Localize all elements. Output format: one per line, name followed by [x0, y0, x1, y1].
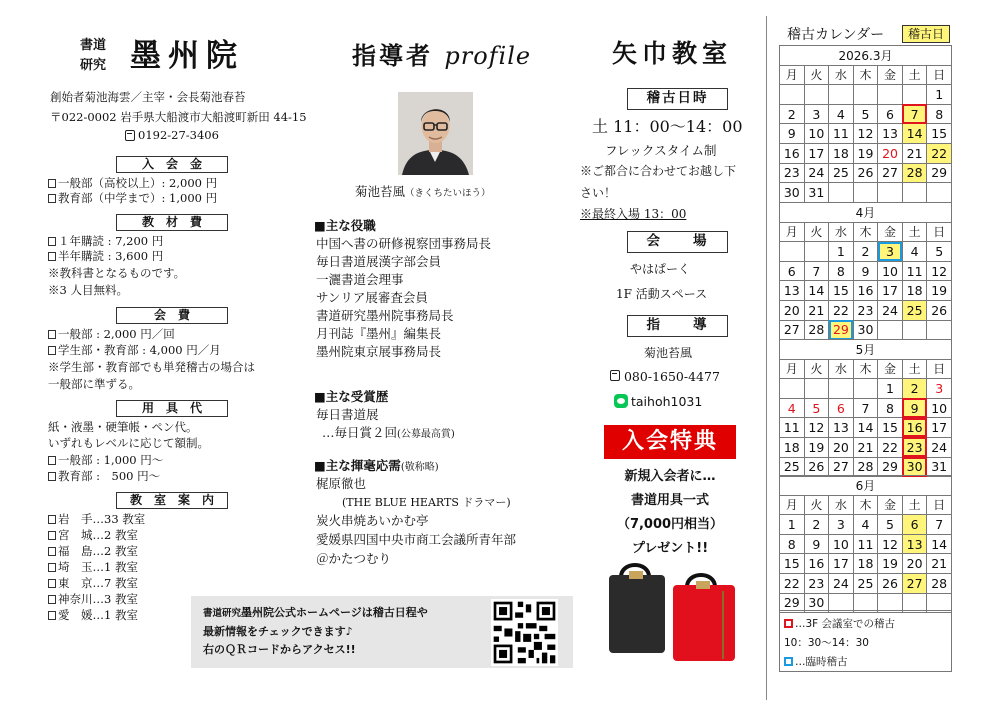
- calendar-day: 23: [780, 163, 805, 183]
- calendar-weekday: 木: [853, 495, 878, 515]
- calendar-day: 30: [853, 320, 878, 340]
- calendar-weekday: 金: [878, 359, 903, 379]
- calendar-weekday: 火: [804, 65, 829, 85]
- role-item: サンリア展審査会員: [316, 290, 428, 305]
- calendar-day: 25: [780, 457, 805, 477]
- calendar-day: 29: [780, 593, 805, 613]
- checkbox-icon: [48, 179, 56, 188]
- calendar-day: 13: [780, 281, 805, 301]
- calendar-month-march: [779, 45, 952, 203]
- calendar-day: [780, 242, 805, 262]
- tools-note: 紙・液墨・硬筆帳・ペン代。: [48, 420, 198, 434]
- fees-note: 一般部に準ずる。: [48, 377, 140, 391]
- calendar-weekday: 月: [780, 495, 805, 515]
- calendar-day: 24: [878, 300, 903, 320]
- calendar-day: [927, 183, 952, 203]
- schedule-time: 土 11：00～14：00: [592, 117, 743, 136]
- award-item: 毎日書道展: [316, 407, 379, 422]
- calendar-day: 29: [927, 163, 952, 183]
- materials-note: ※教科書となるものです。: [48, 266, 186, 280]
- calendar-day: 22: [829, 300, 854, 320]
- admission-line: 一般部（高校以上）: 2,000 円: [48, 176, 217, 191]
- calendar-day: 1: [829, 242, 854, 262]
- calendar-month-april: [779, 202, 952, 340]
- calendar-day: 21: [927, 554, 952, 574]
- qr-code-icon[interactable]: [491, 599, 558, 666]
- org-name: 墨州院: [130, 38, 244, 74]
- calendar-day: 13: [902, 534, 927, 554]
- calendar-day: 21: [804, 300, 829, 320]
- role-item: 書道研究墨州院事務局長: [316, 308, 454, 323]
- calendar-day: 15: [878, 418, 903, 438]
- calendar-day: 20: [878, 143, 903, 163]
- homepage-line: 最新情報をチェックできます♪: [203, 625, 353, 638]
- telephone-icon: [125, 130, 135, 141]
- calendar-day: 23: [853, 300, 878, 320]
- award-item: …毎日賞２回(公募最高賞): [322, 425, 455, 440]
- award-note: (公募最高賞): [397, 429, 455, 440]
- calendar-day: 28: [902, 163, 927, 183]
- calligraphy-bag-icon: [603, 563, 743, 663]
- calendar-day: 5: [804, 398, 829, 418]
- calendar-day: 13: [829, 418, 854, 438]
- role-item: 毎日書道展漢字部会員: [316, 254, 442, 269]
- classroom-title: 矢巾教室: [612, 39, 733, 68]
- calendar-day: 10: [927, 398, 952, 418]
- benefit-line: 新規入会者に…: [624, 469, 716, 484]
- materials-line: １年購読 : 7,200 円: [48, 234, 163, 249]
- calendar-month-label: 6月: [780, 476, 952, 496]
- checkbox-icon: [48, 330, 56, 339]
- calendar-weekday: 土: [902, 222, 927, 242]
- calendar-day: 7: [902, 104, 927, 124]
- calendar-day: 26: [878, 573, 903, 593]
- org-prefix-line: 研究: [79, 58, 106, 73]
- calendar-day: 20: [902, 554, 927, 574]
- checkbox-icon: [48, 194, 56, 203]
- calendar-day: 27: [902, 573, 927, 593]
- calendar-day: [829, 379, 854, 399]
- calendar-day: 22: [878, 437, 903, 457]
- calendar-weekday: 金: [878, 222, 903, 242]
- calendar-day: 11: [780, 418, 805, 438]
- calendar-day: [878, 85, 903, 105]
- benefit-line: プレゼント!!: [631, 541, 709, 556]
- calendar-day: 21: [853, 437, 878, 457]
- benefit-line: （7,000円相当）: [616, 517, 724, 532]
- legend-meeting-time: 10：30～14：30: [784, 637, 869, 649]
- calendar-day: [853, 183, 878, 203]
- calendar-day: [853, 379, 878, 399]
- calendar-day: 7: [804, 261, 829, 281]
- calendar-day: 23: [902, 437, 927, 457]
- calendar-day: [780, 85, 805, 105]
- calendar-day: 6: [902, 515, 927, 535]
- calendar-day: 14: [853, 418, 878, 438]
- calendar-day: 16: [853, 281, 878, 301]
- calendar-day: 2: [902, 379, 927, 399]
- schedule-note: さい！: [580, 186, 617, 200]
- calendar-day: 5: [927, 242, 952, 262]
- calendar-day: 1: [878, 379, 903, 399]
- role-item: 墨州院東京展事務局長: [316, 344, 442, 359]
- guide-heading: 指 導: [627, 315, 728, 337]
- calendar-weekday: 木: [853, 222, 878, 242]
- calendar-weekday: 水: [829, 65, 854, 85]
- classroom-item: 神奈川…3 教室: [48, 592, 138, 607]
- calendar-day: 15: [829, 281, 854, 301]
- calendar-weekday: 土: [902, 65, 927, 85]
- calendar-day: 19: [804, 437, 829, 457]
- calendar-day: 28: [927, 573, 952, 593]
- homepage-panel: [191, 596, 573, 668]
- calendar-weekday: 月: [780, 65, 805, 85]
- calendar-day: 17: [878, 281, 903, 301]
- benefit-title: 入会特典: [604, 425, 736, 459]
- calendar-day: 14: [804, 281, 829, 301]
- calendar-weekday: 金: [878, 495, 903, 515]
- org-header: [78, 36, 298, 78]
- founder-line: 創始者菊池海雲／主宰・会長菊池春苔: [50, 90, 246, 104]
- calendar-day: [804, 242, 829, 262]
- fees-line: 一般部 : 2,000 円／回: [48, 327, 175, 342]
- calendar-day: 15: [780, 554, 805, 574]
- calendar-day: 11: [853, 534, 878, 554]
- calendar-day: [902, 320, 927, 340]
- calendar-day: 9: [780, 124, 805, 144]
- schedule-heading: 稽古日時: [627, 88, 728, 110]
- calendar-day: 14: [902, 124, 927, 144]
- org-phone: [125, 128, 219, 143]
- roles-heading: ■主な役職: [314, 218, 376, 233]
- materials-note: ※3 人目無料。: [48, 283, 128, 297]
- calendar-legend: [779, 610, 952, 672]
- materials-line: 半年購読 : 3,600 円: [48, 249, 163, 264]
- calendar-weekday: 日: [927, 495, 952, 515]
- classroom-item: 岩 手…33 教室: [48, 512, 145, 527]
- instructor-portrait: [398, 92, 473, 175]
- calendar-day: 6: [878, 104, 903, 124]
- calendar-day: 31: [804, 183, 829, 203]
- fees-heading: 会費: [116, 307, 228, 324]
- checkbox-icon: [48, 547, 56, 556]
- calendar-day: 25: [829, 163, 854, 183]
- checkbox-icon: [48, 237, 56, 246]
- calendar-day: 20: [780, 300, 805, 320]
- checkbox-icon: [48, 252, 56, 261]
- calendar-day: 11: [902, 261, 927, 281]
- calendar-day: 19: [927, 281, 952, 301]
- calendar-day: 24: [829, 573, 854, 593]
- calendar-day: [878, 183, 903, 203]
- role-item: 月刊誌『墨州』編集長: [316, 326, 442, 341]
- fees-note: ※学生部・教育部でも単発稽古の場合は: [48, 360, 255, 374]
- legend-temp: …臨時稽古: [784, 653, 951, 672]
- checkbox-icon: [48, 595, 56, 604]
- calendar-day: 12: [853, 124, 878, 144]
- calendar-day: 12: [878, 534, 903, 554]
- work-item: 梶原徹也: [316, 476, 367, 491]
- checkbox-icon: [48, 563, 56, 572]
- calendar-day: 28: [853, 457, 878, 477]
- calendar-day: 17: [927, 418, 952, 438]
- tools-line: 一般部 : 1,000 円～: [48, 453, 163, 468]
- calendar-day: [902, 183, 927, 203]
- legend-meeting: …3F 会議室での稽古: [784, 615, 951, 634]
- calendar-weekday: 土: [902, 359, 927, 379]
- red-box-icon: [784, 619, 793, 628]
- practice-day-badge: 稽古日: [902, 25, 950, 43]
- calendar-day: 18: [853, 554, 878, 574]
- venue-room: 1F 活動スペース: [616, 287, 708, 301]
- venue-heading: 会 場: [627, 231, 728, 253]
- calendar-weekday: 土: [902, 495, 927, 515]
- calendar-day: 27: [780, 320, 805, 340]
- calendar-day: 8: [927, 104, 952, 124]
- calendar-weekday: 火: [804, 222, 829, 242]
- calendar-day: 31: [927, 457, 952, 477]
- calendar-day: 4: [853, 515, 878, 535]
- calendar-weekday: 水: [829, 495, 854, 515]
- calendar-weekday: 木: [853, 359, 878, 379]
- calendar-weekday: 火: [804, 359, 829, 379]
- calendar-weekday: 日: [927, 65, 952, 85]
- instructor-title-jp: 指導者: [352, 41, 433, 70]
- calendar-day: 26: [927, 300, 952, 320]
- calendar-day: 23: [804, 573, 829, 593]
- calendar-day: 27: [829, 457, 854, 477]
- checkbox-icon: [48, 531, 56, 540]
- blue-box-icon: [784, 657, 793, 666]
- instructor-name-reading: （きくちたいほう）: [405, 188, 491, 199]
- calendar-day: 16: [902, 418, 927, 438]
- calendar-day: 24: [927, 437, 952, 457]
- calendar-day: 20: [829, 437, 854, 457]
- instructor-title-en: profile: [444, 42, 532, 70]
- calendar-day: 25: [902, 300, 927, 320]
- homepage-line: 書道研究墨州院公式ホームページは稽古日程や: [203, 606, 428, 619]
- calendar-day: 8: [878, 398, 903, 418]
- flex-time: フレックスタイム制: [605, 143, 717, 158]
- work-item: ＠かたつむり: [316, 551, 392, 566]
- line-app-icon: [614, 394, 628, 408]
- calendar-day: 17: [829, 554, 854, 574]
- calendar-day: 9: [804, 534, 829, 554]
- calendar-day: 11: [829, 124, 854, 144]
- calendar-month-june: [779, 475, 952, 613]
- work-item: 愛媛県四国中央市商工会議所青年部: [316, 532, 517, 547]
- org-phone-number: 0192-27-3406: [138, 128, 219, 142]
- schedule-note: ※ご都合に合わせてお越し下: [580, 164, 737, 178]
- calendar-day: [804, 85, 829, 105]
- calendar-day: 10: [878, 261, 903, 281]
- calendar-weekday: 日: [927, 222, 952, 242]
- org-prefix-line: 書道: [79, 38, 106, 53]
- calendar-day: 22: [780, 573, 805, 593]
- calendar-day: 8: [780, 534, 805, 554]
- calendar-day: 18: [780, 437, 805, 457]
- calendar-day: 24: [804, 163, 829, 183]
- calendar-day: 2: [853, 242, 878, 262]
- calendar-day: 18: [829, 143, 854, 163]
- classroom-item: 福 島…2 教室: [48, 544, 138, 559]
- checkbox-icon: [48, 611, 56, 620]
- calendar-day: 3: [927, 379, 952, 399]
- calendar-day: 3: [829, 515, 854, 535]
- role-item: 一灑書道会理事: [316, 272, 404, 287]
- instructor-name: 菊池苔風（きくちたいほう）: [355, 184, 491, 199]
- tools-line: 教育部 : 500 円～: [48, 469, 160, 484]
- work-item: 炭火串焼あいかむ亭: [316, 513, 429, 528]
- calendar-day: 17: [804, 143, 829, 163]
- calendar-day: 2: [804, 515, 829, 535]
- instructor-title: [352, 36, 531, 71]
- admission-line: 教育部（中学まで）: 1,000 円: [48, 191, 217, 206]
- calendar-day: [853, 85, 878, 105]
- works-note: (敬称略): [400, 462, 439, 473]
- calendar-day: 10: [804, 124, 829, 144]
- classroom-item: 愛 媛…1 教室: [48, 608, 138, 623]
- calendar-day: 21: [902, 143, 927, 163]
- calendar-day: 3: [804, 104, 829, 124]
- checkbox-icon: [48, 456, 56, 465]
- calendar-weekday: 月: [780, 222, 805, 242]
- calendar-weekday: 木: [853, 65, 878, 85]
- calendar-day: 22: [927, 143, 952, 163]
- calendar-weekday: 金: [878, 65, 903, 85]
- classrooms-heading: 教室案内: [116, 492, 228, 509]
- calendar-day: 7: [853, 398, 878, 418]
- calendar-title: 稽古カレンダー: [787, 27, 885, 43]
- calendar-day: [902, 85, 927, 105]
- homepage-text: [203, 604, 428, 659]
- org-prefix: [78, 36, 108, 76]
- calendar-day: 5: [853, 104, 878, 124]
- calendar-day: 4: [829, 104, 854, 124]
- calendar-month-may: [779, 339, 952, 477]
- calendar-day: 26: [853, 163, 878, 183]
- calendar-day: 4: [780, 398, 805, 418]
- calendar-day: 6: [780, 261, 805, 281]
- awards-heading: ■主な受賞歴: [314, 389, 389, 404]
- calendar-month-label: 2026.3月: [780, 46, 952, 66]
- works-heading: ■主な揮毫応需(敬称略): [314, 458, 439, 473]
- calendar-day: 2: [780, 104, 805, 124]
- calendar-day: 30: [902, 457, 927, 477]
- checkbox-icon: [48, 579, 56, 588]
- materials-heading: 教材費: [116, 214, 228, 231]
- calendar-day: 18: [902, 281, 927, 301]
- classroom-item: 宮 城…2 教室: [48, 528, 138, 543]
- admission-heading: 入会金: [116, 156, 228, 173]
- calendar-day: [829, 183, 854, 203]
- calendar-day: 5: [878, 515, 903, 535]
- work-item: (THE BLUE HEARTS ドラマー): [342, 496, 511, 509]
- calendar-day: [829, 85, 854, 105]
- calendar-day: 3: [878, 242, 903, 262]
- calendar-day: 29: [878, 457, 903, 477]
- calendar-month-label: 4月: [780, 203, 952, 223]
- guide-phone: 080-1650-4477: [610, 369, 720, 384]
- calendar-month-label: 5月: [780, 340, 952, 360]
- calendar-day: 25: [853, 573, 878, 593]
- calendar-weekday: 月: [780, 359, 805, 379]
- calendar-day: 12: [804, 418, 829, 438]
- calendar-day: 14: [927, 534, 952, 554]
- calendar-day: 7: [927, 515, 952, 535]
- homepage-line: 右のＱＲコードからアクセス!!: [203, 643, 356, 656]
- calendar-day: 13: [878, 124, 903, 144]
- benefit-line: 書道用具一式: [630, 493, 709, 508]
- calendar-day: 8: [829, 261, 854, 281]
- calendar-day: 1: [927, 85, 952, 105]
- tools-heading: 用具代: [116, 400, 228, 417]
- venue-name: やはぱーく: [630, 262, 691, 276]
- calendar-day: 30: [780, 183, 805, 203]
- address-line: 〒022-0002 岩手県大船渡市大船渡町新田 44-15: [50, 110, 307, 124]
- classroom-item: 東 京…7 教室: [48, 576, 138, 591]
- line-contact: [614, 394, 702, 409]
- calendar-divider: [766, 16, 767, 700]
- calendar-day: [780, 379, 805, 399]
- last-entry-note: ※最終入場 13：00: [580, 207, 687, 221]
- checkbox-icon: [48, 515, 56, 524]
- calendar-day: 15: [927, 124, 952, 144]
- calendar-day: [804, 379, 829, 399]
- calendar-day: 28: [804, 320, 829, 340]
- checkbox-icon: [48, 346, 56, 355]
- calendar-day: 29: [829, 320, 854, 340]
- calendar-weekday: 水: [829, 359, 854, 379]
- calendar-day: 19: [878, 554, 903, 574]
- mobile-phone-icon: [610, 370, 620, 381]
- calendar-weekday: 日: [927, 359, 952, 379]
- calendar-day: 1: [780, 515, 805, 535]
- fees-line: 学生部・教育部 : 4,000 円／月: [48, 343, 221, 358]
- calendar-day: 4: [902, 242, 927, 262]
- calendar-day: 6: [829, 398, 854, 418]
- calendar-day: [878, 320, 903, 340]
- calendar-day: 16: [780, 143, 805, 163]
- calendar-day: 19: [853, 143, 878, 163]
- calendar-day: 26: [804, 457, 829, 477]
- calendar-day: 27: [878, 163, 903, 183]
- calendar-day: 30: [804, 593, 829, 613]
- calendar-day: 12: [927, 261, 952, 281]
- calendar-day: 16: [804, 554, 829, 574]
- calendar-weekday: 火: [804, 495, 829, 515]
- calendar-weekday: 水: [829, 222, 854, 242]
- tools-note: いずれもレベルに応じて額制。: [48, 436, 209, 450]
- role-item: 中国へ書の研修視察団事務局長: [316, 236, 492, 251]
- line-id: taihoh1031: [631, 394, 703, 409]
- checkbox-icon: [48, 472, 56, 481]
- calendar-day: [927, 320, 952, 340]
- classroom-item: 埼 玉…1 教室: [48, 560, 138, 575]
- calendar-day: 9: [853, 261, 878, 281]
- guide-name: 菊池苔風: [644, 346, 693, 360]
- calendar-day: 9: [902, 398, 927, 418]
- calendar-day: 10: [829, 534, 854, 554]
